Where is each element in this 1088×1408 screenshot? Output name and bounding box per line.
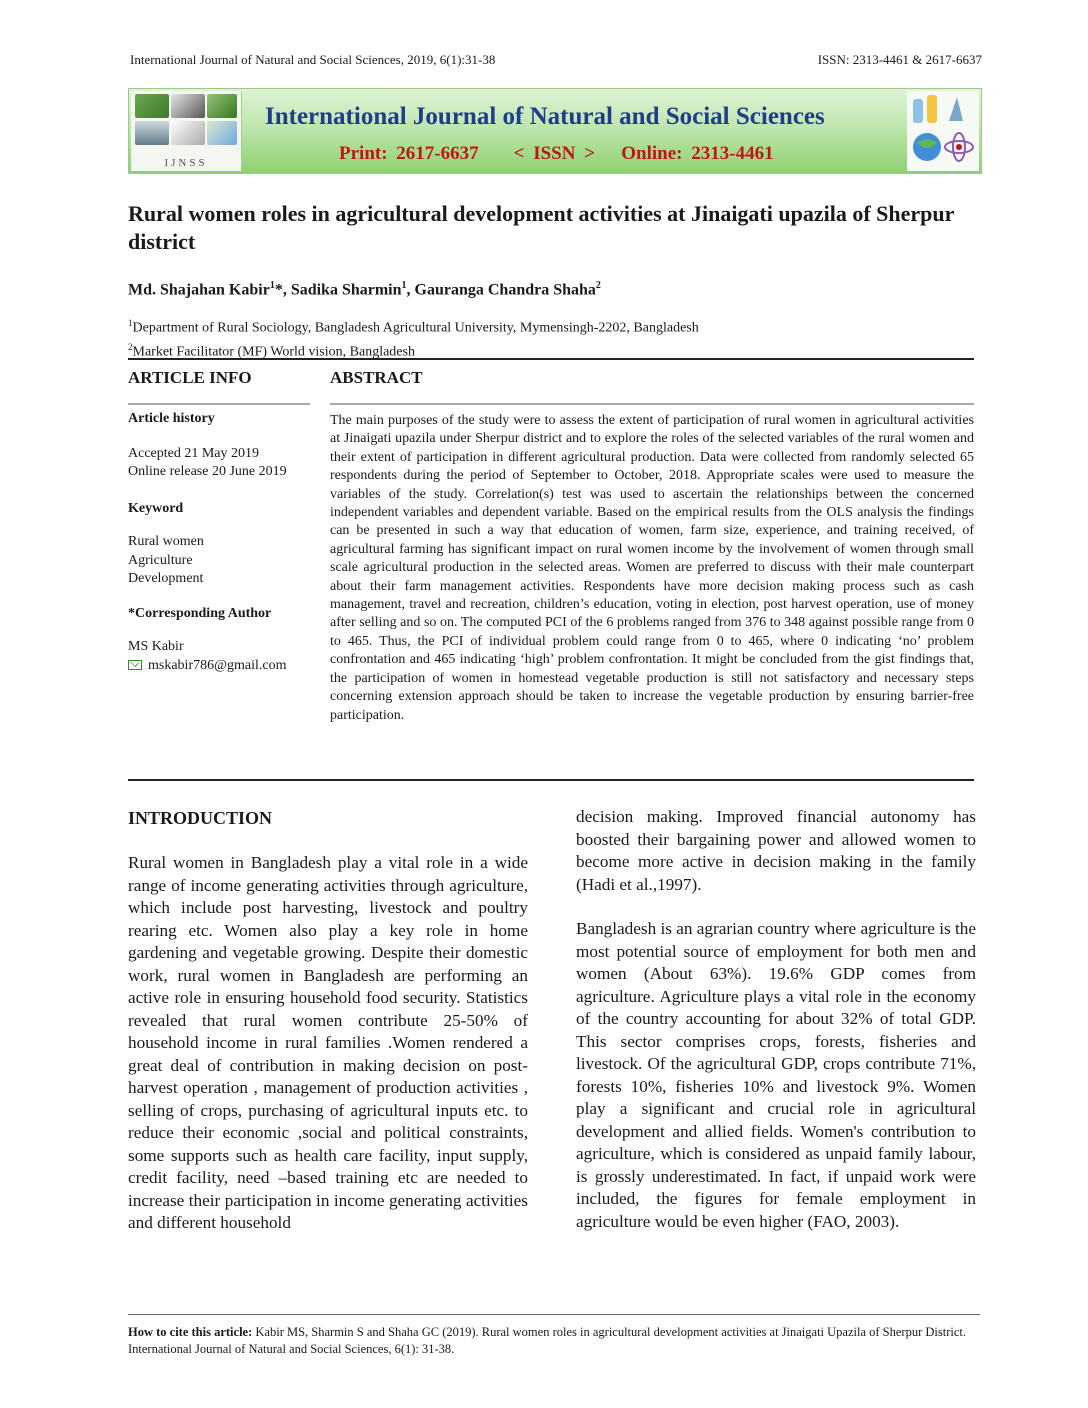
keyword-item: Development: [128, 571, 204, 586]
keyword-item: Agriculture: [128, 552, 193, 568]
article-title: Rural women roles in agricultural development activities at Jinaigati upazila of Sherpur district: [128, 201, 954, 254]
online-release-date: Online release 20 June 2019: [128, 464, 287, 479]
body-column-left: [128, 852, 528, 1257]
issn-header: ISSN: 2313-4461 & 2617-6637: [817, 52, 982, 67]
citation-footer: [128, 1324, 980, 1358]
email-line: [128, 657, 318, 676]
abstract-heading: ABSTRACT: [330, 368, 423, 387]
journal-logo-text: IJNSS: [164, 157, 208, 169]
journal-logo-collage: [131, 91, 242, 171]
fish-image-icon: [135, 121, 169, 145]
article-info-panel: [128, 410, 318, 675]
author-name: Md. Shajahan Kabir: [128, 281, 270, 299]
leaf-image-icon: [207, 94, 237, 118]
author-name: Gauranga Chandra Shaha: [414, 281, 596, 299]
animal-image-icon: [171, 94, 205, 118]
corresponding-author-name: MS Kabir: [128, 639, 184, 654]
divider: [330, 403, 974, 405]
paragraph: decision making. Improved financial autonomy has boosted their bargaining power and allowed women to become more active in decision making in the family (Hadi et al.,1997).: [576, 807, 976, 894]
email-link[interactable]: mskabir786@gmail.com: [148, 657, 287, 673]
paragraph: Bangladesh is an agrarian country where agriculture is the most potential source of employment for both men and women (About 63%). 19.6% GDP comes from agriculture. Agriculture plays a vital role in the economy of the country accounting for about 32% of total GDP. This sector comprises crops, forests, fisheries and livestock. Of the agricultural GDP, crops contribute 71%, forests 10%, fisheries 10% and livestock 9%. Women play a significant and crucial role in agricultural development and allied fields. Women's contribution to agriculture, which is considered as unpaid family labour, is grossly underestimated. In fact, if unpaid work were included, the figures for female employment in agriculture would be even higher (FAO, 2003).: [576, 919, 976, 1231]
affiliation-line: $^2$Market Facilitator (MF) World vision, Bangladesh: [128, 341, 415, 360]
author-name: Sadika Sharmin: [290, 281, 402, 299]
banner-title: International Journal of Natural and Social Sciences: [265, 103, 825, 130]
citation-text: Kabir MS, Sharmin S and Shaha GC (2019). Rural women roles in agricultural development activities at Jinaigati Upazila of Sherpur District. International Journal of Natural and Social Sciences, 6(1): 31-38.: [128, 1325, 966, 1356]
accepted-date: Accepted 21 May 2019: [128, 445, 260, 461]
lab-image-icon: [207, 121, 237, 145]
science-image-icon: [907, 91, 979, 171]
divider: [128, 403, 310, 405]
introduction-heading: INTRODUCTION: [128, 808, 273, 828]
mail-icon: [128, 660, 142, 670]
body-column-right: [576, 806, 976, 1255]
abstract-text: The main purposes of the study were to assess the extent of participation of rural women in agricultural activities at Jinaigati upazila under Sherpur district and to explore the roles of the selected variables of the rural women and their extent of participation in different agricultural production. Data were collected from randomly selected 65 respondents during the period of September to October, 2018. Appropriate scales were used to measure the variables of the study. Correlation(s) test was used to ascertain the relationships between the concerned independent variables and dependent variable. Based on the empirical results from the OLS analysis the findings can be presented in such a way that education of women, farm size, experience, and training received, of agricultural farming has significant impact on rural women income by the involvement of women through small scale agricultural production in the selected areas. Women are preferred to discuss with their male counterpart about their farm management activities. Respondents have more decision making process such as cash management, travel and recreation, children’s education, voting in election, post harvest operation, use of money after selling and so on. The computed PCI of the 6 problems ranged from 376 to 348 against possible range from 0 to 465. Thus, the PCI of individual problem could range from 0 to 465, where 0 indicating ‘no’ problem confrontation and 465 indicating ‘high’ problem confrontation. It might be concluded from the gist findings that, the participation of women in homestead vegetable production is still not satisfactory and necessary steps concerning extension approach should be taken to increase the vegetable production by ensuring barrier-free participation.: [330, 413, 974, 723]
divider: [128, 1314, 980, 1315]
divider: [128, 358, 974, 360]
running-head: [130, 52, 982, 70]
keyword-heading: Keyword: [128, 500, 184, 516]
people-image-icon: [171, 121, 205, 145]
plant-image-icon: [135, 94, 169, 118]
corresponding-author-heading: *Corresponding Author: [128, 605, 272, 621]
citation-label: How to cite this article:: [128, 1325, 253, 1339]
keyword-item: Rural women: [128, 534, 204, 549]
article-history-heading: Article history: [128, 411, 215, 426]
article-info-heading: ARTICLE INFO: [128, 368, 252, 387]
author-list: Md. Shajahan Kabir$^1$*, Sadika Sharmin$^1$, Gauranga Chandra Shaha$^2$: [128, 280, 601, 299]
journal-citation-header: International Journal of Natural and Social Sciences, 2019, 6(1):31-38: [130, 52, 496, 67]
divider: [128, 779, 974, 781]
affiliations: [128, 314, 699, 361]
paragraph: Rural women in Bangladesh play a vital role in a wide range of income generating activities through agriculture, which include post harvesting, livestock and poultry rearing etc. Women also play a key role in home gardening and vegetable growing. Despite their domestic work, rural women in Bangladesh are performing an active role in ensuring household food security. Statistics revealed that rural women contribute 25-50% of household income in rural families .Women rendered a great deal of contribution in making decision on post-harvest operation , management of production activities , selling of crops, purchasing of agricultural inputs etc. to reduce their economic ,social and political constraints, some supports such as health care facility, input supply, credit facility, need –based training etc are needed to increase their participation in income generating activities and different household: [128, 853, 528, 1232]
banner-issn-line: Print: 2617-6637 < ISSN > Online: 2313-4461: [339, 143, 774, 164]
affiliation-line: $^1$Department of Rural Sociology, Bangladesh Agricultural University, Mymensingh-2202, Bangladesh: [128, 318, 699, 336]
journal-banner: [128, 88, 982, 174]
